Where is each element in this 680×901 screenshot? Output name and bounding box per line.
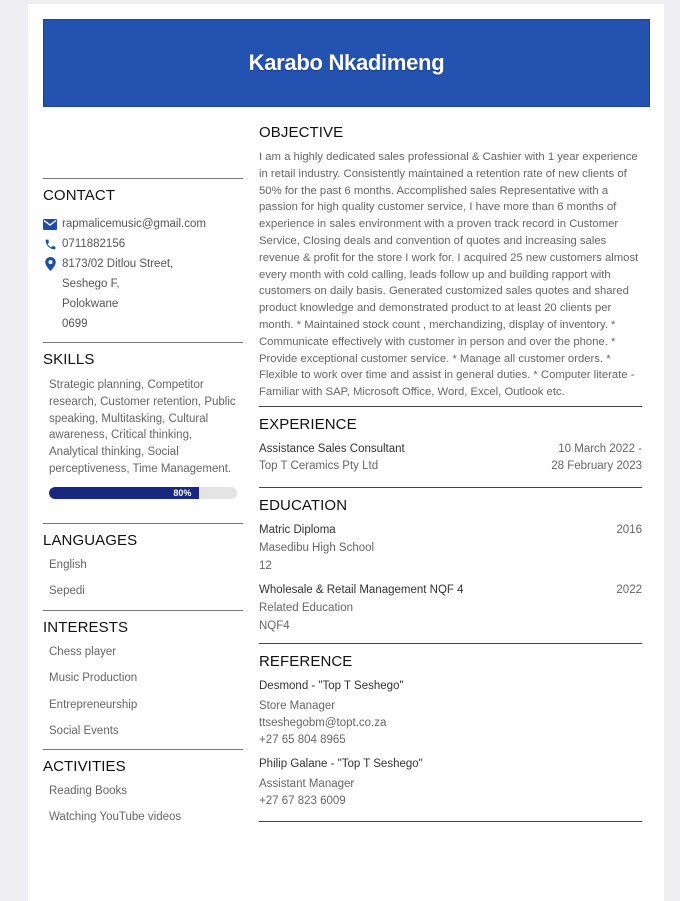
divider: [43, 749, 243, 750]
education-item: [259, 524, 642, 578]
reference-phone: +27 67 823 6009: [259, 794, 346, 807]
contact-address: [43, 254, 243, 274]
skills-heading: SKILLS: [43, 351, 95, 368]
skill-level-fill: [49, 487, 199, 499]
divider: [43, 610, 243, 611]
institution: Masedibu High School: [259, 541, 375, 554]
divider: [43, 342, 243, 343]
job-title: Assistance Sales Consultant: [259, 442, 405, 455]
email-text: rapmalicemusic@gmail.com: [62, 218, 206, 230]
reference-email[interactable]: ttseshegobm@topt.co.za: [259, 716, 387, 729]
activities-heading: ACTIVITIES: [43, 757, 126, 775]
divider: [259, 487, 642, 488]
address-line: Seshego F,: [62, 278, 120, 290]
language-item: Sepedi: [49, 585, 85, 598]
candidate-name: Karabo Nkadimeng: [248, 50, 445, 75]
reference-heading: REFERENCE: [259, 652, 353, 670]
phone-icon: [43, 237, 57, 251]
reference-phone: +27 65 804 8965: [259, 733, 346, 746]
contact-phone[interactable]: [43, 234, 243, 254]
interest-item: Music Production: [49, 672, 138, 685]
reference-name: Desmond - "Top T Seshego": [259, 679, 404, 692]
languages-list: [43, 552, 243, 605]
reference-position: Assistant Manager: [259, 777, 355, 790]
divider: [43, 178, 243, 179]
activity-item: Reading Books: [49, 784, 127, 797]
education-detail: NQF4: [259, 619, 290, 632]
skills-text: Strategic planning, Competitor research, Customer retention, Public speaking, Multitasking, Cultural awareness, Critical thinking, Analytical thinking, Social perceptiveness, Time Management.: [49, 379, 236, 475]
address-line: 8173/02 Ditlou Street,: [62, 258, 174, 270]
activity-item: Watching YouTube videos: [49, 811, 182, 824]
experience-heading: EXPERIENCE: [259, 415, 357, 433]
interest-item: Social Events: [49, 725, 119, 738]
interest-item: Entrepreneurship: [49, 698, 138, 711]
resume-page: [28, 4, 664, 901]
job-end-date: 28 February 2023: [551, 459, 642, 472]
contact-heading: CONTACT: [43, 187, 116, 204]
phone-text: 0711882156: [62, 238, 126, 250]
institution: Related Education: [259, 601, 353, 614]
education-heading: EDUCATION: [259, 496, 348, 514]
job-start-date: 10 March 2022 -: [558, 442, 642, 455]
divider: [259, 643, 642, 644]
map-pin-icon: [43, 257, 57, 271]
education-year: 2022: [616, 583, 642, 596]
education-year: 2016: [616, 523, 642, 536]
left-column: [43, 178, 243, 831]
reference-item: [259, 680, 642, 751]
objective-text: I am a highly dedicated sales professional & Cashier with 1 year experience in retail industry. Consistently maintained a retention rate of new clients of 50% for the past 6 months. Accomplished sales Representative with a passion for high quality customer service, I have more than 6 months of experience in sales environment with a proven track record in Customer Service, Closing deals and convention of quotes and increasing sales revenue & profit for the store I work for. I acquired 25 new customers almost every month with cold calling, leads follow up and building rapport with customers on daily basis. Generated customized sales quotes and shared product knowledge and demonstrated product to at least 20 clients per month. * Maintained stock count , merchandizing, display of inventory. * Communicate effectively with customer in person and over the phone. * Provide exceptional customer service. * Manage all customer orders. * Flexible to work over time and assist in general duties. * Computer literate - Familiar with SAP, Microsoft Office, Word, Excel, Outlook etc.: [259, 151, 639, 399]
interests-heading: INTERESTS: [43, 618, 129, 636]
interest-item: Chess player: [49, 645, 117, 658]
contact-list: [43, 214, 243, 334]
divider: [259, 821, 642, 822]
contact-email[interactable]: [43, 214, 243, 234]
experience-item: [259, 443, 642, 477]
qualification: Wholesale & Retail Management NQF 4: [259, 583, 464, 596]
address-line: Polokwane: [62, 298, 119, 310]
objective-heading: OBJECTIVE: [259, 124, 344, 141]
envelope-icon: [43, 217, 57, 231]
activities-list: [43, 778, 243, 831]
address-line: 0699: [62, 318, 88, 330]
education-detail: 12: [259, 559, 272, 572]
divider: [259, 406, 642, 407]
divider: [43, 523, 243, 524]
reference-position: Store Manager: [259, 699, 336, 712]
reference-name: Philip Galane - "Top T Seshego": [259, 757, 423, 770]
qualification: Matric Diploma: [259, 523, 336, 536]
name-banner: [43, 19, 650, 107]
education-item: [259, 584, 642, 638]
skill-level-bar: [49, 487, 237, 499]
reference-item: [259, 758, 642, 812]
skill-level-label: 80%: [173, 487, 192, 498]
languages-heading: LANGUAGES: [43, 531, 138, 549]
language-item: English: [49, 558, 87, 571]
company-name: Top T Ceramics Pty Ltd: [259, 459, 379, 472]
right-column: [259, 124, 642, 822]
interests-list: [43, 639, 243, 745]
